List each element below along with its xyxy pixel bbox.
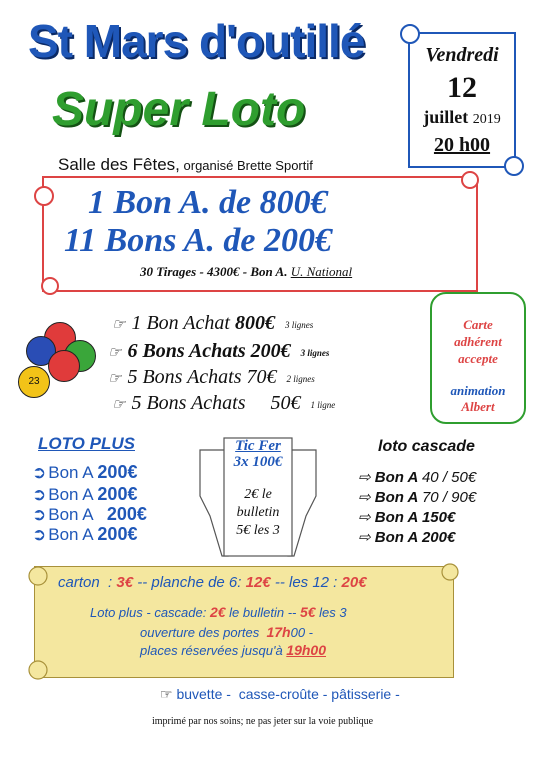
item-label: Bon A	[374, 469, 422, 486]
year: 2019	[472, 112, 501, 127]
les12-label: -- les 12 :	[270, 574, 342, 591]
top-prize-2: 11 Bons A. de 200€	[64, 222, 332, 259]
arrow-icon: ⇨	[358, 529, 375, 546]
lp-price: 2€	[209, 604, 226, 620]
event-subtitle: Super Loto	[52, 83, 306, 136]
item-amount: 200€	[97, 462, 138, 482]
places-time: 19h00	[286, 642, 326, 658]
pointing-hand-icon: ☞	[112, 397, 126, 413]
lp-label: Loto plus - cascade:	[90, 605, 210, 620]
event-title: St Mars d'outillé	[28, 15, 365, 67]
arrow-icon: ➲	[32, 485, 47, 504]
cascade-title: loto cascade	[378, 438, 475, 455]
cascade-item	[358, 468, 476, 486]
tic-fer-line: bulletin	[236, 505, 280, 520]
carte-line: Carte	[463, 317, 493, 332]
cascade-item	[358, 528, 455, 546]
lp-end: les 3	[315, 605, 347, 620]
member-card-box	[430, 292, 526, 424]
arrow-icon: ⇨	[358, 489, 375, 506]
prize-amount: 800€	[234, 312, 275, 334]
places-label: places réservées jusqu'à	[140, 643, 287, 658]
arrow-icon: ➲	[32, 525, 47, 544]
day-number: 12	[447, 71, 477, 104]
prize-line	[108, 340, 329, 363]
tic-fer-line: 5€ les 3	[236, 523, 280, 538]
ouv-time: 17h	[266, 624, 291, 640]
loto-plus-item	[32, 462, 137, 483]
ball-number: 23	[18, 366, 50, 398]
animation-line: animation	[450, 383, 506, 398]
prize-lines: 1 ligne	[310, 400, 336, 411]
item-label: Bon A	[48, 505, 107, 524]
reserved-seats	[140, 642, 326, 658]
draws-details	[140, 264, 352, 280]
arrow-icon: ⇨	[358, 509, 375, 526]
print-notice: imprimé par nos soins; ne pas jeter sur la voie publique	[152, 716, 374, 727]
venue-name: Salle des Fêtes,	[58, 155, 180, 174]
pointing-hand-icon: ☞	[160, 686, 173, 702]
prize-line	[108, 366, 315, 389]
pointing-hand-icon: ☞	[112, 317, 126, 333]
month: juillet	[423, 107, 469, 127]
planche-label: -- planche de 6:	[133, 574, 246, 591]
planche-price: 12€	[245, 574, 271, 591]
carte-line: accepte	[458, 351, 498, 366]
item-label: Bon A	[48, 525, 98, 544]
tic-fer-sub: 3x 100€	[233, 454, 283, 470]
cascade-item	[358, 488, 476, 506]
top-prize-1: 1 Bon A. de 800€	[88, 184, 328, 221]
item-value: 70 / 90€	[421, 489, 477, 506]
arrow-icon: ⇨	[358, 469, 375, 486]
item-amount: 200€	[97, 524, 138, 544]
ouv-label: ouverture des portes	[140, 625, 267, 640]
pointing-hand-icon: ☞	[108, 371, 122, 387]
date-box	[408, 32, 516, 168]
doors-opening	[140, 624, 313, 640]
prize-line	[112, 312, 313, 335]
item-amount: 200€	[106, 504, 147, 524]
day-name: Vendredi	[425, 44, 499, 66]
draws-text: 30 Tirages - 4300€ - Bon A.	[140, 264, 291, 279]
item-label: Bon A 150€	[374, 509, 456, 526]
prize-amount: 200€	[250, 340, 291, 362]
item-value: 40 / 50€	[421, 469, 477, 486]
prize-lines: 2 lignes	[286, 374, 315, 385]
loto-plus-item	[32, 484, 137, 505]
carton-label: carton :	[58, 574, 117, 591]
prize-line	[112, 392, 335, 415]
carton-prices	[58, 574, 367, 591]
arrow-icon: ➲	[32, 463, 47, 482]
organizer: organisé Brette Sportif	[179, 158, 313, 173]
loto-plus-prices	[90, 604, 347, 620]
carton-price: 3€	[116, 574, 134, 591]
lottery-balls-icon	[18, 322, 98, 394]
prize-lines: 3 lignes	[300, 348, 330, 359]
month-year	[410, 107, 514, 128]
prize-text: 1 Bon Achat	[131, 312, 235, 334]
arrow-icon: ➲	[32, 505, 47, 524]
tic-fer-title	[226, 438, 290, 470]
draws-underlined: U. National	[290, 264, 353, 279]
tic-fer-body	[224, 486, 292, 540]
tic-fer-line: 2€ le	[244, 487, 272, 502]
prize-text: 5 Bons Achats 50€	[131, 392, 301, 414]
item-label: Bon A	[48, 463, 98, 482]
refreshments-line	[160, 686, 400, 703]
scroll-curl-icon	[504, 156, 524, 176]
prize-text: 5 Bons Achats 70€	[127, 366, 277, 388]
scroll-curl-icon	[400, 24, 420, 44]
item-label: Bon A	[374, 489, 422, 506]
item-amount: 200€	[97, 484, 138, 504]
lp-mid: le bulletin --	[225, 605, 300, 620]
time	[410, 134, 514, 157]
loto-plus-title: LOTO PLUS	[38, 434, 135, 453]
carte-line: adhérent	[454, 334, 502, 349]
time-value: 20 h00	[433, 134, 491, 156]
cascade-item	[358, 508, 455, 526]
item-label: Bon A	[48, 485, 98, 504]
ouv-end: 00 -	[290, 625, 313, 640]
prize-text: 6 Bons Achats	[127, 340, 251, 362]
les12-price: 20€	[341, 574, 367, 591]
animator-name: Albert	[461, 399, 495, 414]
item-label: Bon A 200€	[374, 529, 456, 546]
refreshments-text: buvette - casse-croûte - pâtisserie -	[172, 686, 400, 702]
tic-fer-name: Tic Fer	[235, 438, 281, 454]
lp-price3: 5€	[299, 604, 316, 620]
loto-plus-item	[32, 504, 147, 525]
pointing-hand-icon: ☞	[108, 345, 122, 361]
loto-plus-item	[32, 524, 137, 545]
prize-lines: 3 lignes	[284, 320, 314, 331]
